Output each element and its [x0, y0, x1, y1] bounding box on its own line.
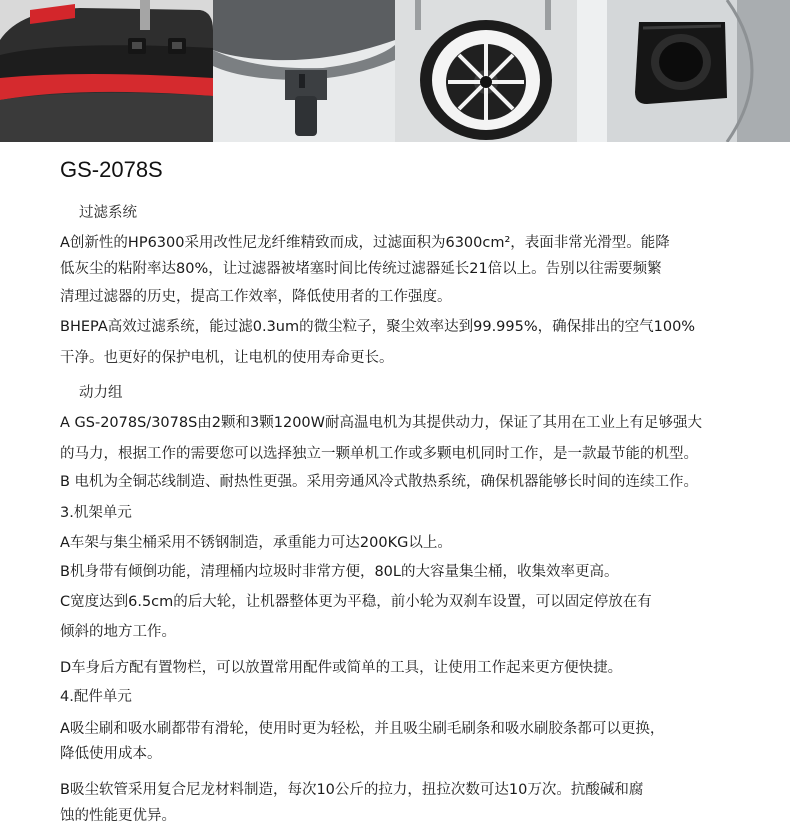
frame-line: 倾斜的地方工作。	[60, 624, 176, 640]
frame-line: C宽度达到6.5cm的后大轮，让机器整体更为平稳，前小轮为双刹车设置，可以固定停放在有	[60, 594, 652, 610]
filter-line: 清理过滤器的历史，提高工作效率，降低使用者的工作强度。	[60, 289, 452, 305]
accessories-line: B吸尘软管采用复合尼龙材料制造，每次10公斤的拉力，扭拉次数可达10万次。抗酸碱和腐	[60, 782, 644, 798]
frame-line: A车架与集尘桶采用不锈钢制造，承重能力可达200KG以上。	[60, 535, 452, 551]
filter-line: BHEPA高效过滤系统，能过滤0.3um的微尘粒子，聚尘效率达到99.995%，确保排出的空气100%	[60, 319, 696, 335]
frame-line: D车身后方配有置物栏，可以放置常用配件或简单的工具，让使用工作起来更方便快捷。	[60, 660, 623, 676]
filter-line: 干净。也更好的保护电机，让电机的使用寿命更长。	[60, 350, 394, 366]
power-line: 的马力，根据工作的需要您可以选择独立一颗单机工作或多颗电机同时工作，是一款最节能的机型。	[60, 446, 698, 462]
accessories-line: A吸尘刷和吸水刷都带有滑轮，使用时更为轻松，并且吸尘刷毛刷条和吸水刷胶条都可以更换，	[60, 721, 665, 737]
section-heading-accessories: 4.配件单元	[60, 689, 132, 705]
filter-line: A创新性的HP6300采用改性尼龙纤维精致而成，过滤面积为6300cm²，表面非常光滑型。能降	[60, 235, 670, 251]
accessories-line: 蚀的性能更优异。	[60, 808, 176, 824]
power-line: B 电机为全铜芯线制造、耐热性更强。采用旁通风冷式散热系统，确保机器能够长时间的连续工作。	[60, 474, 699, 490]
power-line: A GS-2078S/3078S由2颗和3颗1200W耐高温电机为其提供动力，保证了其用在工业上有足够强大	[60, 415, 702, 431]
filter-line: 低灰尘的粘附率达80%，让过滤器被堵塞时间比传统过滤器延长21倍以上。告别以往需要频繁	[60, 261, 662, 277]
model-title: GS-2078S	[60, 157, 163, 182]
section-heading-filter: 过滤系统	[79, 205, 137, 221]
section-heading-frame: 3.机架单元	[60, 505, 132, 521]
accessories-line: 降低使用成本。	[60, 746, 162, 762]
section-heading-power: 动力组	[79, 385, 123, 401]
frame-line: B机身带有倾倒功能，清理桶内垃圾时非常方便，80L的大容量集尘桶，收集效率更高。	[60, 564, 619, 580]
